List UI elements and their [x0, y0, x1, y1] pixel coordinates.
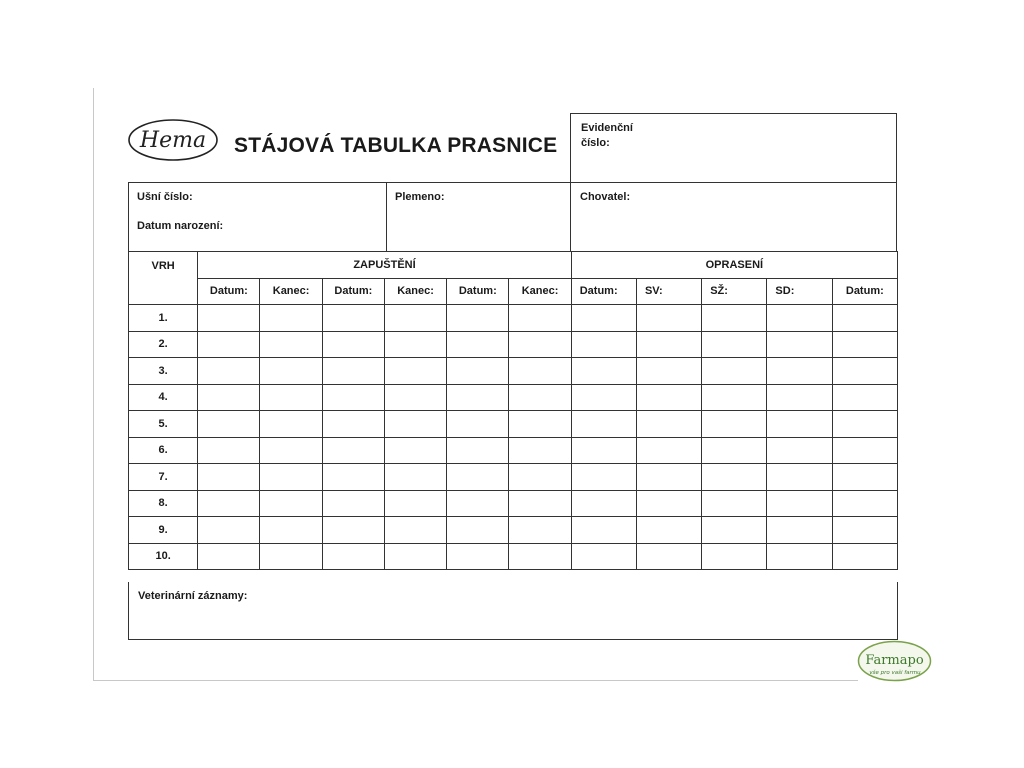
row-number: 9.: [129, 517, 198, 544]
table-cell[interactable]: [198, 331, 260, 358]
table-cell[interactable]: [322, 331, 384, 358]
table-cell[interactable]: [767, 305, 832, 332]
table-cell[interactable]: [384, 464, 446, 491]
table-cell[interactable]: [702, 331, 767, 358]
column-header: Datum:: [198, 278, 260, 305]
table-cell[interactable]: [384, 437, 446, 464]
veterinary-records-label: Veterinární záznamy:: [138, 590, 248, 602]
evidencni-cislo-box[interactable]: [570, 113, 897, 183]
table-cell[interactable]: [832, 411, 897, 438]
table-cell[interactable]: [702, 490, 767, 517]
table-cell[interactable]: [767, 437, 832, 464]
ear-number-cell[interactable]: [129, 183, 387, 251]
table-cell[interactable]: [447, 384, 509, 411]
table-cell[interactable]: [571, 437, 636, 464]
table-cell[interactable]: [832, 358, 897, 385]
table-cell[interactable]: [322, 490, 384, 517]
svg-text:vše pro vaši farmu: vše pro vaši farmu: [869, 670, 921, 676]
table-row: [129, 358, 898, 385]
table-cell[interactable]: [702, 384, 767, 411]
table-cell[interactable]: [832, 517, 897, 544]
table-row: [129, 305, 898, 332]
table-cell[interactable]: [260, 358, 322, 385]
table-cell[interactable]: [702, 464, 767, 491]
table-cell[interactable]: [832, 543, 897, 570]
table-cell[interactable]: [767, 517, 832, 544]
table-row: [129, 331, 898, 358]
table-cell[interactable]: [198, 464, 260, 491]
row-number: 8.: [129, 490, 198, 517]
table-cell[interactable]: [322, 517, 384, 544]
row-number: 1.: [129, 305, 198, 332]
document-title: STÁJOVÁ TABULKA PRASNICE: [234, 134, 558, 157]
table-cell[interactable]: [636, 543, 701, 570]
table-cell[interactable]: [767, 384, 832, 411]
svg-text:Farmapo: Farmapo: [865, 653, 924, 668]
table-cell[interactable]: [384, 517, 446, 544]
table-cell[interactable]: [832, 331, 897, 358]
table-cell[interactable]: [636, 358, 701, 385]
column-header: Kanec:: [509, 278, 571, 305]
table-cell[interactable]: [636, 464, 701, 491]
row-number: 7.: [129, 464, 198, 491]
table-cell[interactable]: [767, 331, 832, 358]
table-cell[interactable]: [571, 517, 636, 544]
farmapo-logo: [857, 640, 932, 682]
zapusteni-header: ZAPUŠTĚNÍ: [198, 252, 571, 279]
table-cell[interactable]: [260, 331, 322, 358]
table-cell[interactable]: [571, 305, 636, 332]
vrh-header: VRH: [129, 252, 198, 305]
table-cell[interactable]: [636, 305, 701, 332]
column-header: Datum:: [447, 278, 509, 305]
table-cell[interactable]: [198, 411, 260, 438]
litter-table: [128, 251, 898, 570]
table-cell[interactable]: [447, 464, 509, 491]
table-cell[interactable]: [702, 305, 767, 332]
birth-date-label: Datum narození:: [137, 220, 224, 232]
table-cell[interactable]: [447, 358, 509, 385]
table-cell[interactable]: [322, 305, 384, 332]
table-row: [129, 543, 898, 570]
table-cell[interactable]: [322, 358, 384, 385]
table-cell[interactable]: [636, 411, 701, 438]
table-cell[interactable]: [260, 490, 322, 517]
row-number: 6.: [129, 437, 198, 464]
svg-text:Hema: Hema: [139, 128, 207, 153]
table-row: [129, 464, 898, 491]
column-header: Kanec:: [260, 278, 322, 305]
table-cell[interactable]: [447, 490, 509, 517]
table-cell[interactable]: [571, 490, 636, 517]
table-cell[interactable]: [447, 305, 509, 332]
table-cell[interactable]: [832, 490, 897, 517]
breed-label: Plemeno:: [395, 191, 445, 203]
column-header: Datum:: [322, 278, 384, 305]
table-cell[interactable]: [384, 490, 446, 517]
table-cell[interactable]: [384, 384, 446, 411]
column-header: SV:: [636, 278, 701, 305]
table-cell[interactable]: [260, 411, 322, 438]
table-cell[interactable]: [571, 384, 636, 411]
table-cell[interactable]: [198, 517, 260, 544]
table-row: [129, 490, 898, 517]
table-cell[interactable]: [447, 331, 509, 358]
table-cell[interactable]: [198, 305, 260, 332]
row-number: 5.: [129, 411, 198, 438]
table-cell[interactable]: [509, 437, 571, 464]
table-cell[interactable]: [832, 437, 897, 464]
table-cell[interactable]: [384, 305, 446, 332]
table-cell[interactable]: [260, 517, 322, 544]
table-cell[interactable]: [571, 411, 636, 438]
table-cell[interactable]: [260, 305, 322, 332]
breed-cell[interactable]: [387, 183, 571, 251]
table-cell[interactable]: [384, 331, 446, 358]
table-cell[interactable]: [447, 437, 509, 464]
evidencni-cislo-label: Evidenční číslo:: [581, 122, 633, 149]
table-cell[interactable]: [198, 384, 260, 411]
table-row: [129, 411, 898, 438]
breeder-label: Chovatel:: [580, 191, 631, 203]
table-cell[interactable]: [509, 517, 571, 544]
table-cell[interactable]: [509, 543, 571, 570]
animal-info-row: [128, 182, 897, 252]
table-cell[interactable]: [322, 437, 384, 464]
table-cell[interactable]: [322, 464, 384, 491]
table-cell[interactable]: [832, 464, 897, 491]
table-cell[interactable]: [702, 358, 767, 385]
table-cell[interactable]: [260, 464, 322, 491]
column-header: SŽ:: [702, 278, 767, 305]
table-cell[interactable]: [509, 411, 571, 438]
row-number: 3.: [129, 358, 198, 385]
table-cell[interactable]: [702, 543, 767, 570]
table-cell[interactable]: [702, 437, 767, 464]
table-cell[interactable]: [384, 358, 446, 385]
table-cell[interactable]: [636, 437, 701, 464]
oprasen-header: OPRASENÍ: [571, 252, 897, 279]
table-cell[interactable]: [322, 411, 384, 438]
table-cell[interactable]: [509, 464, 571, 491]
table-cell[interactable]: [767, 543, 832, 570]
row-number: 10.: [129, 543, 198, 570]
table-cell[interactable]: [384, 543, 446, 570]
table-cell[interactable]: [260, 543, 322, 570]
table-cell[interactable]: [260, 437, 322, 464]
table-row: [129, 517, 898, 544]
column-header: SD:: [767, 278, 832, 305]
table-cell[interactable]: [509, 384, 571, 411]
table-cell[interactable]: [702, 411, 767, 438]
table-cell[interactable]: [509, 305, 571, 332]
table-cell[interactable]: [447, 543, 509, 570]
table-cell[interactable]: [832, 384, 897, 411]
table-cell[interactable]: [447, 411, 509, 438]
table-cell[interactable]: [767, 411, 832, 438]
table-cell[interactable]: [767, 464, 832, 491]
page-edge: [93, 680, 858, 681]
table-cell[interactable]: [636, 490, 701, 517]
row-number: 2.: [129, 331, 198, 358]
column-header: Kanec:: [384, 278, 446, 305]
column-header: Datum:: [832, 278, 897, 305]
table-cell[interactable]: [260, 384, 322, 411]
table-cell[interactable]: [198, 490, 260, 517]
hema-logo: [127, 116, 219, 164]
table-cell[interactable]: [198, 543, 260, 570]
table-cell[interactable]: [571, 358, 636, 385]
table-cell[interactable]: [509, 490, 571, 517]
table-row: [129, 384, 898, 411]
row-number: 4.: [129, 384, 198, 411]
table-cell[interactable]: [571, 543, 636, 570]
ear-number-label: Ušní číslo:: [137, 191, 193, 203]
table-cell[interactable]: [322, 543, 384, 570]
table-cell[interactable]: [767, 490, 832, 517]
table-cell[interactable]: [636, 331, 701, 358]
column-header: Datum:: [571, 278, 636, 305]
table-cell[interactable]: [571, 331, 636, 358]
table-cell[interactable]: [447, 517, 509, 544]
table-cell[interactable]: [198, 437, 260, 464]
veterinary-records-box[interactable]: [128, 582, 898, 640]
table-cell[interactable]: [832, 305, 897, 332]
breeder-cell[interactable]: [571, 183, 897, 251]
table-cell[interactable]: [767, 358, 832, 385]
table-cell[interactable]: [384, 411, 446, 438]
table-cell[interactable]: [636, 384, 701, 411]
table-cell[interactable]: [322, 384, 384, 411]
page-edge: [93, 88, 94, 680]
table-cell[interactable]: [636, 517, 701, 544]
table-cell[interactable]: [198, 358, 260, 385]
table-cell[interactable]: [702, 517, 767, 544]
table-cell[interactable]: [571, 464, 636, 491]
table-cell[interactable]: [509, 358, 571, 385]
table-cell[interactable]: [509, 331, 571, 358]
table-row: [129, 437, 898, 464]
